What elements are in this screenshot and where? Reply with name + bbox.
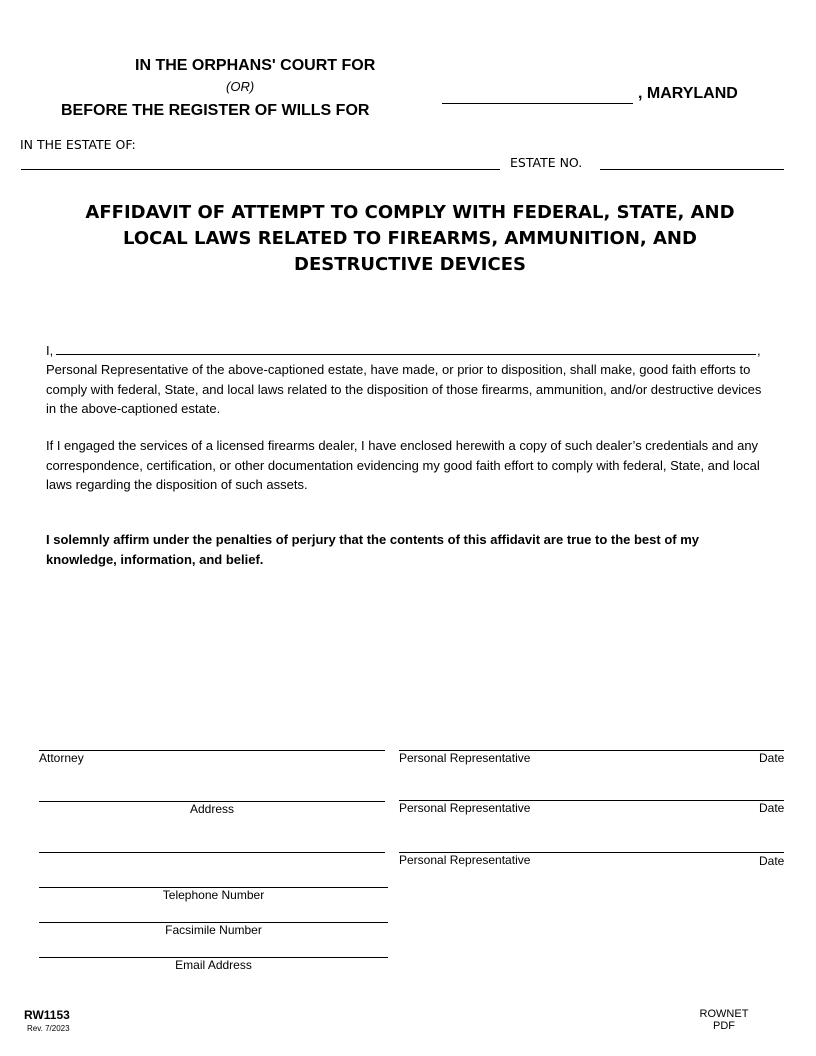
i-prefix: I, — [46, 343, 54, 358]
attorney-signature-line[interactable] — [39, 750, 385, 751]
register-line: BEFORE THE REGISTER OF WILLS FOR — [61, 102, 370, 119]
title-line-3: DESTRUCTIVE DEVICES — [294, 254, 526, 275]
title-line-1: AFFIDAVIT OF ATTEMPT TO COMPLY WITH FEDERAL, STATE, AND — [85, 202, 735, 223]
county-field[interactable] — [442, 103, 633, 104]
court-line: IN THE ORPHANS' COURT FOR — [135, 57, 376, 74]
estate-of-label: IN THE ESTATE OF: — [20, 137, 136, 152]
form-id: RW1153 — [24, 1008, 70, 1022]
date-label-2: Date — [759, 801, 785, 815]
source-line-2: PDF — [713, 1020, 735, 1032]
estate-name-field[interactable] — [21, 169, 500, 170]
estate-number-field[interactable] — [600, 169, 784, 170]
pr-label-3: Personal Representative — [399, 853, 531, 867]
document-title — [40, 200, 780, 278]
affirmation: I solemnly affirm under the penalties of perjury that the contents of this affidavit are true to the best of my knowledge, information, and belief. — [46, 532, 699, 567]
email-label: Email Address — [175, 958, 252, 972]
facsimile-label: Facsimile Number — [165, 923, 262, 937]
estate-no-label: ESTATE NO. — [510, 155, 583, 170]
revision: Rev. 7/2023 — [27, 1024, 70, 1033]
telephone-label: Telephone Number — [162, 888, 265, 902]
attorney-label: Attorney — [39, 751, 84, 765]
date-label-3: Date — [759, 854, 785, 868]
personal-representative-name-field[interactable] — [56, 354, 756, 355]
paragraph-1: Personal Representative of the above-captioned estate, have made, or prior to disposition, shall make, good faith efforts to comply with federal, State, and local laws related to the disposition of those firearms, ammunition, and/or destructive devices in the above-captioned estate. — [46, 362, 762, 416]
paragraph-2: If I engaged the services of a licensed firearms dealer, I have enclosed herewith a copy of such dealer’s credentials and any correspondence, certification, or other documentation evidencing my good faith effort to comply with federal, State, and local laws regarding the disposition of such assets. — [46, 438, 760, 492]
or-line: (OR) — [226, 79, 255, 94]
address-line-2[interactable] — [39, 852, 385, 853]
title-line-2: LOCAL LAWS RELATED TO FIREARMS, AMMUNITION, AND — [123, 228, 697, 249]
state-suffix: , MARYLAND — [638, 85, 738, 102]
pr-label-1: Personal Representative — [399, 751, 531, 765]
pr-label-2: Personal Representative — [399, 801, 531, 815]
address-label: Address — [189, 802, 235, 816]
name-suffix: , — [757, 343, 761, 358]
source-line-1: ROWNET — [699, 1008, 749, 1020]
date-label-1: Date — [759, 751, 785, 765]
